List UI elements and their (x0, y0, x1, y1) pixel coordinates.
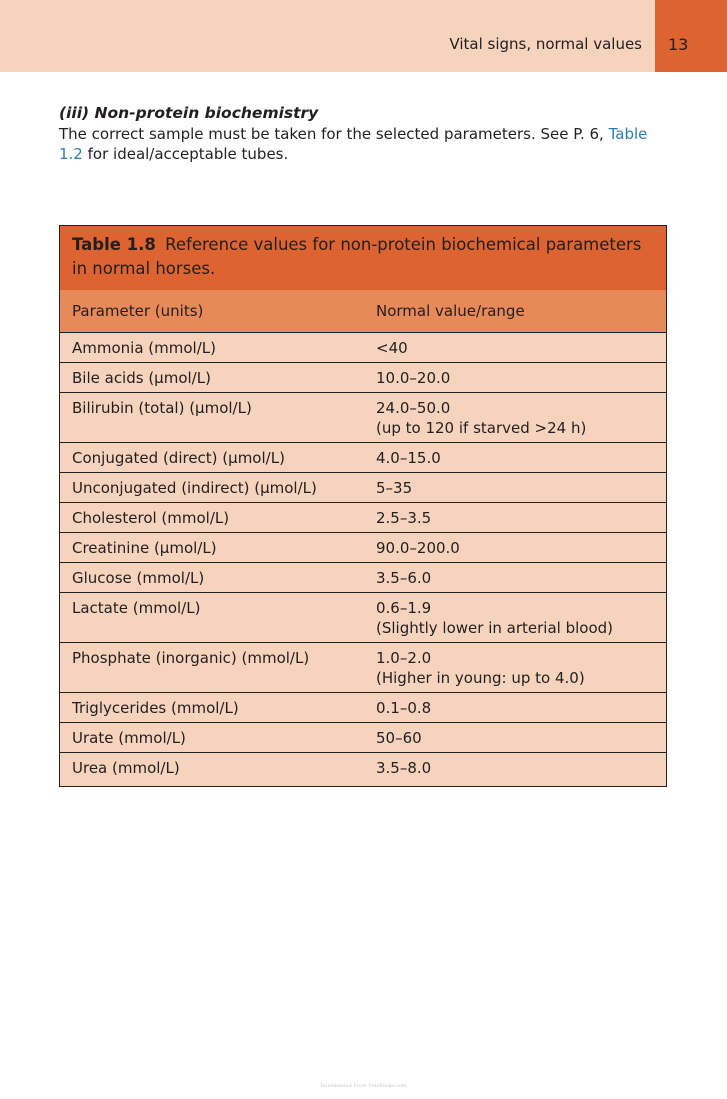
table-header-row (60, 290, 666, 333)
parameter-cell: Lactate (mmol/L) (60, 593, 364, 643)
intro-text-start: The correct sample must be taken for the selected parameters. See P. 6, (59, 125, 609, 143)
reference-table (59, 225, 667, 787)
value-cell (364, 503, 666, 533)
parameter-cell: Bilirubin (total) (μmol/L) (60, 393, 364, 443)
normal-value: 0.6–1.9 (376, 599, 432, 617)
table-row (60, 723, 666, 753)
intro-paragraph (59, 124, 669, 164)
column-header-parameter: Parameter (units) (60, 290, 364, 333)
page-number: 13 (668, 35, 689, 54)
normal-value: 0.1–0.8 (376, 699, 432, 717)
table-row (60, 643, 666, 693)
table-row (60, 473, 666, 503)
parameter-cell: Phosphate (inorganic) (mmol/L) (60, 643, 364, 693)
parameter-cell: Glucose (mmol/L) (60, 563, 364, 593)
table-row (60, 363, 666, 393)
table-row (60, 333, 666, 363)
table-row (60, 753, 666, 787)
normal-value: 5–35 (376, 479, 413, 497)
intro-section (59, 103, 669, 164)
value-cell (364, 533, 666, 563)
table-row (60, 443, 666, 473)
table-caption-label: Table 1.8 (72, 235, 156, 254)
value-note: (up to 120 if starved >24 h) (376, 419, 587, 437)
running-header-title: Vital signs, normal values (449, 35, 642, 53)
table-row (60, 593, 666, 643)
parameter-cell: Ammonia (mmol/L) (60, 333, 364, 363)
table-body (60, 333, 666, 787)
column-header-value: Normal value/range (364, 290, 666, 333)
page-number-box (655, 0, 727, 72)
parameter-cell: Triglycerides (mmol/L) (60, 693, 364, 723)
parameter-cell: Conjugated (direct) (μmol/L) (60, 443, 364, 473)
value-cell (364, 593, 666, 643)
value-cell (364, 753, 666, 787)
normal-value: 3.5–6.0 (376, 569, 432, 587)
normal-value: 3.5–8.0 (376, 759, 432, 777)
value-cell (364, 693, 666, 723)
normal-value: <40 (376, 339, 408, 357)
table-row (60, 563, 666, 593)
parameter-cell: Urea (mmol/L) (60, 753, 364, 787)
value-cell (364, 723, 666, 753)
value-cell (364, 443, 666, 473)
intro-text-end: for ideal/acceptable tubes. (82, 145, 289, 163)
parameter-cell: Cholesterol (mmol/L) (60, 503, 364, 533)
parameter-cell: Creatinine (μmol/L) (60, 533, 364, 563)
value-cell (364, 333, 666, 363)
table-caption-text: Reference values for non-protein biochemical parameters in normal horses. (72, 235, 642, 278)
value-note: (Higher in young: up to 4.0) (376, 669, 585, 687)
parameter-cell: Bile acids (μmol/L) (60, 363, 364, 393)
normal-value: 50–60 (376, 729, 422, 747)
normal-value: 2.5–3.5 (376, 509, 432, 527)
normal-value: 1.0–2.0 (376, 649, 432, 667)
section-heading: (iii) Non-protein biochemistry (59, 104, 319, 122)
normal-value: 24.0–50.0 (376, 399, 451, 417)
table-row (60, 693, 666, 723)
value-cell (364, 363, 666, 393)
table-caption (60, 226, 666, 290)
value-note: (Slightly lower in arterial blood) (376, 619, 613, 637)
value-cell (364, 563, 666, 593)
table-row (60, 393, 666, 443)
normal-value: 10.0–20.0 (376, 369, 451, 387)
value-cell (364, 393, 666, 443)
value-cell (364, 643, 666, 693)
normal-value: 90.0–200.0 (376, 539, 460, 557)
values-table (60, 290, 666, 786)
table-reference-link[interactable]: Table 1.2 (59, 125, 648, 163)
download-watermark: Downloaded From VetsBooks.com (320, 1083, 407, 1089)
value-cell (364, 473, 666, 503)
parameter-cell: Unconjugated (indirect) (μmol/L) (60, 473, 364, 503)
page-header (0, 0, 727, 72)
parameter-cell: Urate (mmol/L) (60, 723, 364, 753)
table-row (60, 533, 666, 563)
normal-value: 4.0–15.0 (376, 449, 441, 467)
table-row (60, 503, 666, 533)
